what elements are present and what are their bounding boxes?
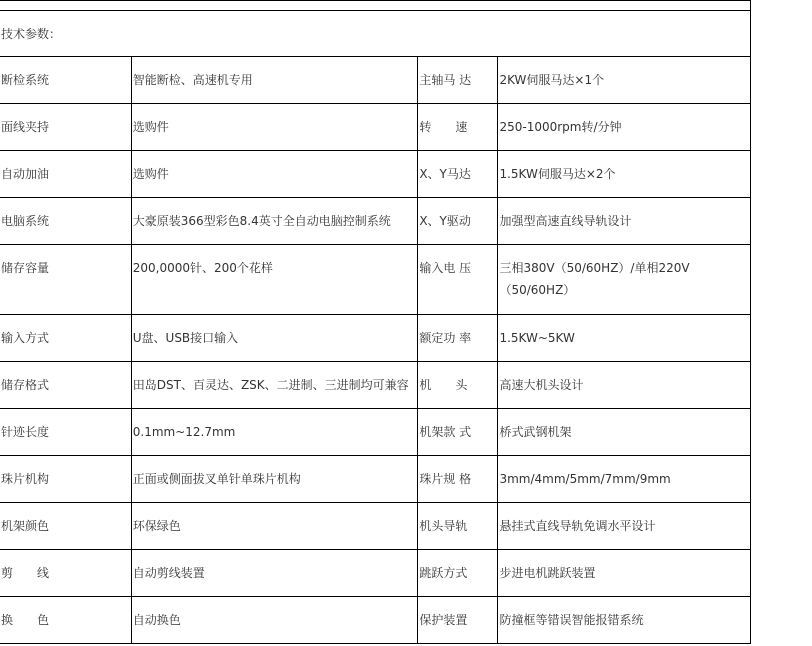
table-row (0, 151, 751, 198)
param-label: 机架款 式 (418, 409, 498, 456)
param-label: 主轴马 达 (418, 57, 498, 104)
param-value: 智能断检、高速机专用 (131, 57, 418, 104)
param-value: 悬挂式直线导轨免调水平设计 (498, 503, 751, 550)
param-value: 田岛DST、百灵达、ZSK、二进制、三进制均可兼容 (131, 362, 418, 409)
param-label: 电脑系统 (0, 198, 131, 245)
param-label: 断检系统 (0, 57, 131, 104)
param-value: 自动剪线装置 (131, 550, 418, 597)
table-row (0, 198, 751, 245)
param-label: 储存格式 (0, 362, 131, 409)
table-row (0, 503, 751, 550)
param-label: 换 色 (0, 597, 131, 644)
param-value: 自动换色 (131, 597, 418, 644)
param-label: 跳跃方式 (418, 550, 498, 597)
param-label: 机 头 (418, 362, 498, 409)
param-label: 输入电 压 (418, 245, 498, 315)
param-label: 珠片机构 (0, 456, 131, 503)
param-label: 储存容量 (0, 245, 131, 315)
param-label: X、Y驱动 (418, 198, 498, 245)
param-value: 正面或侧面拔叉单针单珠片机构 (131, 456, 418, 503)
param-label: X、Y马达 (418, 151, 498, 198)
top-strip-row (0, 1, 751, 11)
param-label: 剪 线 (0, 550, 131, 597)
table-row (0, 245, 751, 315)
param-value: 高速大机头设计 (498, 362, 751, 409)
param-label: 转 速 (418, 104, 498, 151)
param-label: 输入方式 (0, 315, 131, 362)
param-label: 保护装置 (418, 597, 498, 644)
param-value: 加强型高速直线导轨设计 (498, 198, 751, 245)
table-row (0, 362, 751, 409)
param-label: 机头导轨 (418, 503, 498, 550)
table-row (0, 409, 751, 456)
param-value: 3mm/4mm/5mm/7mm/9mm (498, 456, 751, 503)
param-value: 1.5KW伺服马达×2个 (498, 151, 751, 198)
param-value: U盘、USB接口输入 (131, 315, 418, 362)
param-label: 珠片规 格 (418, 456, 498, 503)
param-value: 2KW伺服马达×1个 (498, 57, 751, 104)
param-value: 选购件 (131, 151, 418, 198)
param-value: 大豪原装366型彩色8.4英寸全自动电脑控制系统 (131, 198, 418, 245)
param-label: 额定功 率 (418, 315, 498, 362)
param-label: 机架颜色 (0, 503, 131, 550)
param-value: 选购件 (131, 104, 418, 151)
table-row (0, 597, 751, 644)
param-value: 环保绿色 (131, 503, 418, 550)
param-label: 自动加油 (0, 151, 131, 198)
param-value: 200,0000针、200个花样 (131, 245, 418, 315)
param-value: 桥式武钢机架 (498, 409, 751, 456)
param-label: 针迹长度 (0, 409, 131, 456)
param-value: 防撞框等错误智能报错系统 (498, 597, 751, 644)
section-heading: 技术参数： (0, 11, 751, 57)
table-row (0, 315, 751, 362)
param-value: 1.5KW~5KW (498, 315, 751, 362)
heading-row (0, 11, 751, 57)
param-value: 步进电机跳跃装置 (498, 550, 751, 597)
param-label: 面线夹持 (0, 104, 131, 151)
param-value: 250-1000rpm转/分钟 (498, 104, 751, 151)
param-value: 三相380V（50/60HZ）/单相220V（50/60HZ） (498, 245, 751, 315)
table-row (0, 57, 751, 104)
table-row (0, 456, 751, 503)
table-row (0, 550, 751, 597)
table-row (0, 104, 751, 151)
top-strip-cell (0, 1, 751, 11)
param-value: 0.1mm~12.7mm (131, 409, 418, 456)
